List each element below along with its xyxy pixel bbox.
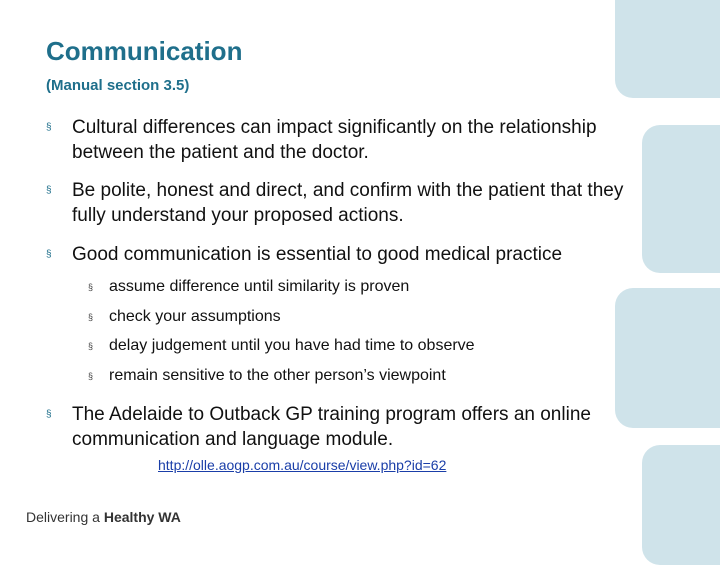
slide-title: Communication xyxy=(46,36,243,66)
slide-subtitle: (Manual section 3.5) xyxy=(46,77,190,94)
sub-bullet-text: delay judgement until you have had time to observe xyxy=(109,337,475,354)
sub-bullet-marker-icon: § xyxy=(88,371,94,381)
decorative-panel xyxy=(615,0,720,98)
sub-bullet-item xyxy=(88,276,648,298)
sub-bullet-item xyxy=(88,365,648,387)
bullet-text: Be polite, honest and direct, and confirm with the patient that they fully understand your proposed actions. xyxy=(72,180,624,226)
bullet-item xyxy=(46,402,656,452)
sub-bullet-text: remain sensitive to the other person’s viewpoint xyxy=(109,367,446,384)
bullet-text: Cultural differences can impact significantly on the relationship between the patient and the doctor. xyxy=(72,117,597,163)
bullet-item xyxy=(46,178,656,228)
course-link[interactable]: http://olle.aogp.com.au/course/view.php?id=62 xyxy=(158,457,447,473)
bullet-marker-icon: § xyxy=(46,409,52,420)
sub-bullet-marker-icon: § xyxy=(88,282,94,292)
bullet-item xyxy=(46,115,656,165)
sub-bullet-text: assume difference until similarity is proven xyxy=(109,278,410,295)
footer-text-bold: Healthy WA xyxy=(103,509,181,525)
bullet-text: The Adelaide to Outback GP training program offers an online communication and language module. xyxy=(72,404,591,450)
sub-bullet-text: check your assumptions xyxy=(109,308,281,325)
sub-bullet-item xyxy=(88,335,648,357)
bullet-marker-icon: § xyxy=(46,185,52,196)
sub-bullet-marker-icon: § xyxy=(88,341,94,351)
sub-bullet-item xyxy=(88,306,648,328)
footer-text: Delivering a xyxy=(26,509,104,525)
bullet-marker-icon: § xyxy=(46,249,52,260)
bullet-text: Good communication is essential to good medical practice xyxy=(72,244,563,265)
bullet-item xyxy=(46,242,656,267)
bullet-marker-icon: § xyxy=(46,122,52,133)
footer-branding xyxy=(26,509,181,525)
decorative-panel xyxy=(642,445,720,565)
sub-bullet-marker-icon: § xyxy=(88,312,94,322)
